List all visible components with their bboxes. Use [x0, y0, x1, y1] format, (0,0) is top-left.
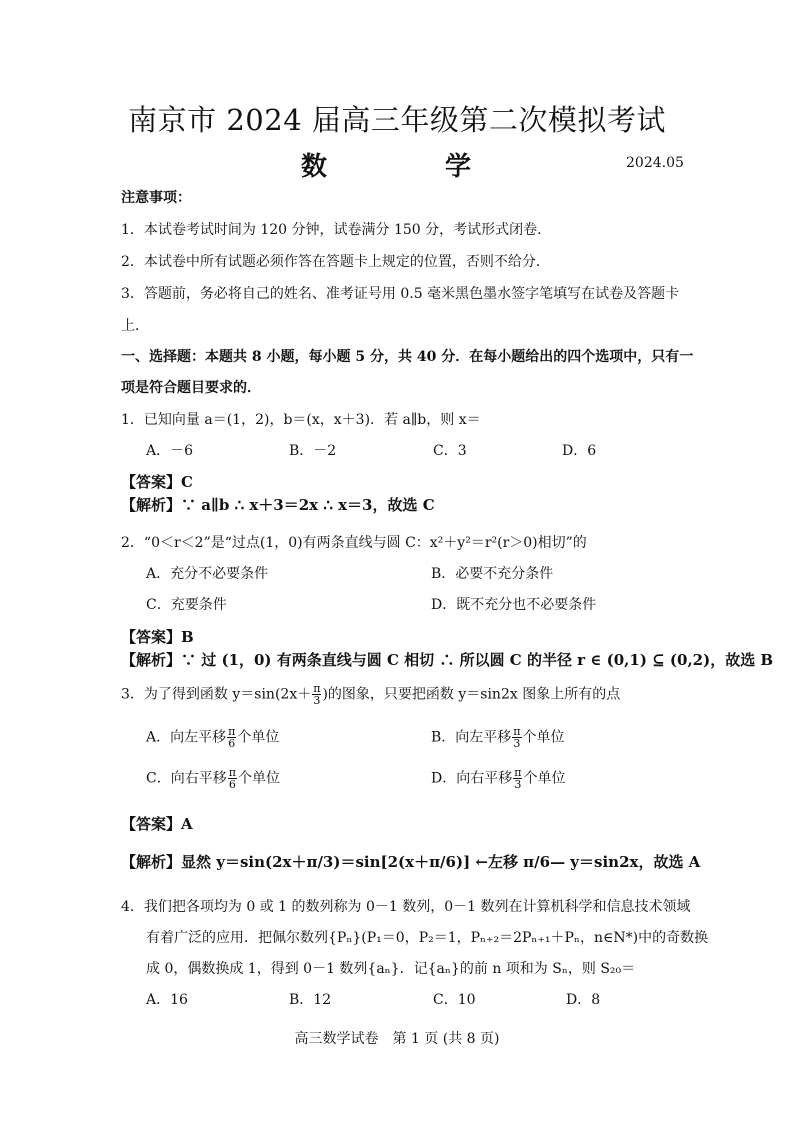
section-heading: 一、选择题：本题共 8 小题，每小题 5 分，共 40 分．在每小题给出的四个选项中，只有一: [121, 349, 694, 365]
q3-opt-fraction: [513, 767, 522, 790]
q3-analysis: 【解析】显然 y＝sin(2x＋π/3)＝sin[2(x＋π/6)] ←左移 π/6— y＝sin2x，故选 A: [121, 853, 701, 871]
q3-opt-fraction: [228, 767, 237, 790]
frac-num: π: [514, 766, 522, 779]
q3-option-d: [431, 767, 565, 790]
q3-frac-den: 3: [313, 694, 321, 707]
notice-item: 2．本试卷中所有试题必须作答在答题卡上规定的位置，否则不给分．: [121, 254, 550, 270]
q1-option-b: B．－2: [289, 443, 337, 459]
question-2-stem: 2．“0＜r＜2”是“过点(1，0)有两条直线与圆 C：x²＋y²＝r²(r＞0)相切”的: [121, 535, 587, 551]
exam-title: 南京市 2024 届高三年级第二次模拟考试: [128, 103, 666, 137]
q4-option-d: D．8: [566, 992, 601, 1008]
notice-heading: 注意事项：: [121, 190, 191, 206]
q1-option-a: A．－6: [146, 443, 194, 459]
frac-den: 3: [513, 737, 521, 750]
q3-opt-fraction: [512, 726, 521, 749]
q3-opt-text: 个单位: [237, 729, 280, 746]
q4-option-b: B．12: [289, 992, 332, 1008]
q3-opt-text: A．向左平移: [146, 729, 227, 746]
q3-opt-text: 个单位: [523, 770, 566, 787]
q3-opt-text: D．向右平移: [431, 770, 513, 787]
question-4-line: 有着广泛的应用．把佩尔数列{Pₙ}(P₁＝0，P₂＝1，Pₙ₊₂＝2Pₙ₊₁＋Pₙ，n∈N*)中的奇数换: [146, 930, 709, 946]
q3-option-a: [146, 726, 279, 749]
q4-option-c: C．10: [433, 992, 476, 1008]
q1-option-c: C．3: [433, 443, 467, 459]
frac-num: π: [228, 766, 236, 779]
question-3-stem: [121, 683, 620, 706]
exam-date: 2024.05: [626, 155, 684, 171]
q2-option-d: D．既不充分也不必要条件: [431, 597, 597, 613]
question-4-line: 成 0，偶数换成 1，得到 0－1 数列{aₙ}．记{aₙ}的前 n 项和为 Sₙ，则 S₂₀＝: [146, 961, 636, 977]
q3-opt-text: B．向左平移: [431, 729, 512, 746]
q2-option-c: C．充要条件: [146, 597, 227, 613]
frac-num: π: [228, 725, 236, 738]
page-footer: 高三数学试卷 第 1 页 (共 8 页): [294, 1031, 500, 1047]
q3-option-c: [146, 767, 280, 790]
notice-item: 1．本试卷考试时间为 120 分钟，试卷满分 150 分，考试形式闭卷．: [121, 222, 552, 238]
question-1-stem: 1．已知向量 a＝(1，2)，b＝(x，x＋3)．若 a∥b，则 x＝: [121, 412, 481, 428]
subject-title: 数 学: [300, 152, 493, 182]
q2-option-b: B．必要不充分条件: [431, 566, 554, 582]
q1-analysis: 【解析】∵ a∥b ∴ x＋3＝2x ∴ x＝3，故选 C: [121, 496, 435, 514]
q2-answer: 【答案】B: [121, 628, 194, 646]
frac-den: 6: [228, 778, 236, 791]
frac-num: π: [513, 725, 521, 738]
q3-stem-part: 3．为了得到函数 y＝sin(2x＋: [121, 686, 312, 703]
q3-stem-part: )的图象，只要把函数 y＝sin2x 图象上所有的点: [322, 686, 621, 703]
q2-analysis: 【解析】∵ 过 (1，0) 有两条直线与圆 C 相切 ∴ 所以圆 C 的半径 r ∈ (0,1) ⊆ (0,2)，故选 B: [121, 651, 774, 669]
question-4-line: 4．我们把各项均为 0 或 1 的数列称为 0－1 数列，0－1 数列在计算机科学和信息技术领域: [121, 899, 691, 915]
q4-option-a: A．16: [146, 992, 188, 1008]
q1-option-d: D．6: [562, 443, 597, 459]
q3-opt-text: 个单位: [522, 729, 565, 746]
q3-answer: 【答案】A: [121, 815, 193, 833]
q1-answer: 【答案】C: [121, 473, 193, 491]
q3-fraction: [312, 683, 321, 706]
notice-item: 上．: [121, 318, 149, 334]
frac-den: 3: [514, 778, 522, 791]
notice-item: 3．答题前，务必将自己的姓名、准考证号用 0.5 毫米黑色墨水签字笔填写在试卷及答题卡: [121, 286, 680, 302]
q3-option-b: [431, 726, 565, 749]
q3-opt-text: C．向右平移: [146, 770, 227, 787]
q3-opt-text: 个单位: [237, 770, 280, 787]
q3-frac-num: π: [313, 682, 321, 695]
frac-den: 6: [228, 737, 236, 750]
q3-opt-fraction: [227, 726, 236, 749]
section-heading-cont: 项是符合题目要求的．: [121, 380, 261, 396]
q2-option-a: A．充分不必要条件: [146, 566, 269, 582]
